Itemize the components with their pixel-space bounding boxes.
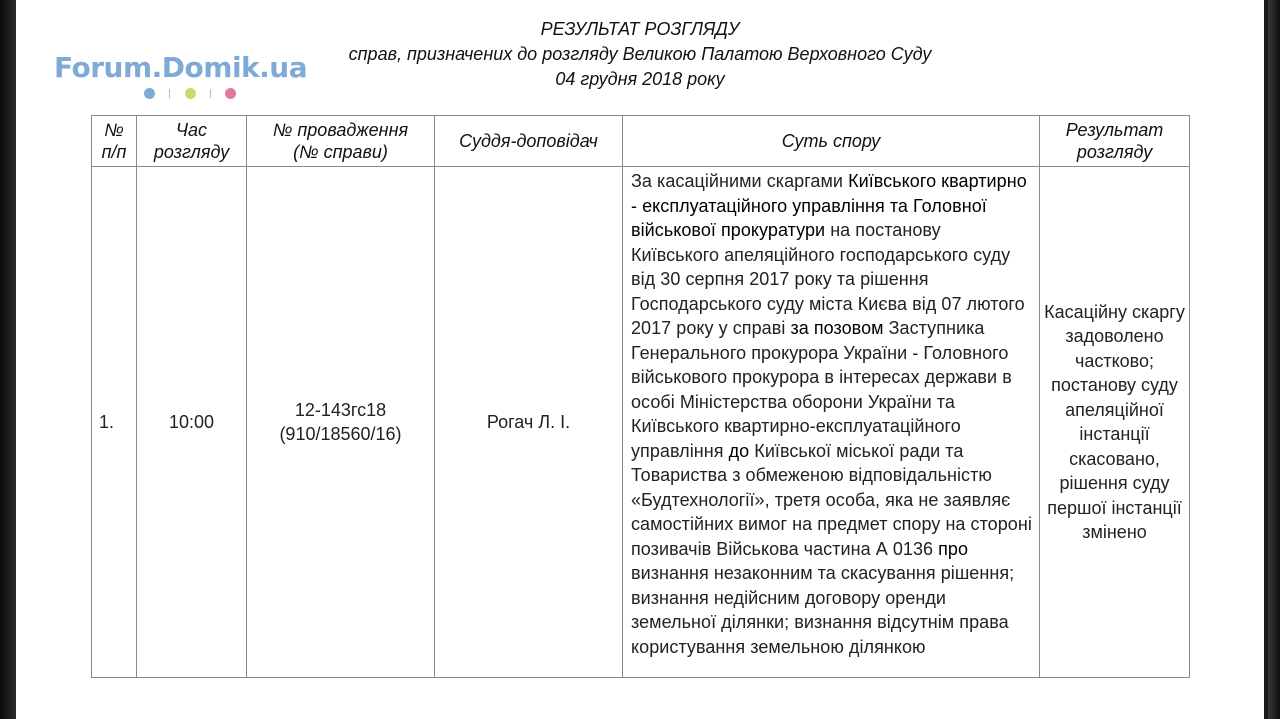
cell-judge: Рогач Л. І. (435, 167, 623, 678)
desc-text: За касаційними скаргами (631, 171, 849, 191)
header-date: 04 грудня 2018 року (555, 69, 725, 89)
cell-dispute-subject (623, 167, 1040, 678)
document-header (330, 17, 950, 92)
col-header-judge: Суддя-доповідач (435, 116, 623, 167)
col-header-num: № п/п (92, 116, 137, 167)
desc-text: визнання незаконним та скасування рішення; визнання недійсним договору оренди земельної ділянки; визнання відсутнім права користування земельною ділянкою (631, 563, 1015, 657)
case-proceeding-number: 12-143гс18 (294, 399, 387, 420)
cell-time: 10:00 (137, 167, 247, 678)
results-table (91, 115, 1190, 678)
watermark-dots (144, 88, 244, 100)
header-title: РЕЗУЛЬТАТ РОЗГЛЯДУ (540, 19, 740, 39)
desc-appellants: Київського квартирно - експлуатаційного управління та Головної військової прокуратури (631, 171, 1027, 240)
col-header-result: Результат розгляду (1040, 116, 1190, 167)
desc-text: Київської міської ради та Товариства з обмеженою відповідальністю «Будтехнології», третя особа, яка не заявляє самостійних вимог на предмет спору на стороні позивачів Військова частина А 0136 (631, 440, 1032, 559)
table-header-row (92, 116, 1190, 167)
cell-result: Касаційну скаргу задоволено частково; постанову суду апеляційної інстанції скасовано, рішення суду першої інстанції змінено (1040, 167, 1190, 678)
desc-text: на постанову Київського апеляційного господарського суду від 30 серпня 2017 року та рішення Господарського суду міста Києва від 07 лютого 2017 року у справі (631, 220, 1025, 338)
cell-case-number (247, 167, 435, 678)
col-header-subject: Суть спору (623, 116, 1040, 167)
desc-keyword-claim: за позовом (790, 318, 884, 338)
photo-edge-right (1268, 0, 1280, 719)
watermark-dot-blue (144, 88, 155, 99)
case-file-number: (910/18560/16) (279, 424, 402, 444)
desc-keyword-to: до (728, 440, 750, 461)
watermark-dot-pink (225, 88, 236, 99)
table-row (92, 167, 1190, 678)
col-header-case: № провадження (№ справи) (247, 116, 435, 167)
desc-keyword-about: про (938, 538, 969, 559)
header-subtitle: справ, призначених до розгляду Великою Палатою Верховного Суду (348, 44, 932, 64)
watermark-dot-green (185, 88, 196, 99)
cell-num: 1. (92, 167, 137, 678)
watermark-tick (169, 89, 170, 98)
col-header-time: Час розгляду (137, 116, 247, 167)
watermark-tick (210, 89, 211, 98)
desc-text: Заступника Генерального прокурора України - Головного військового прокурора в інтересах держави в особі Міністерства оборони України та Київського квартирно-експлуатаційного управління (631, 318, 1012, 461)
photo-edge-left (0, 0, 16, 719)
watermark-logo: Forum.Domik.ua (54, 51, 308, 84)
